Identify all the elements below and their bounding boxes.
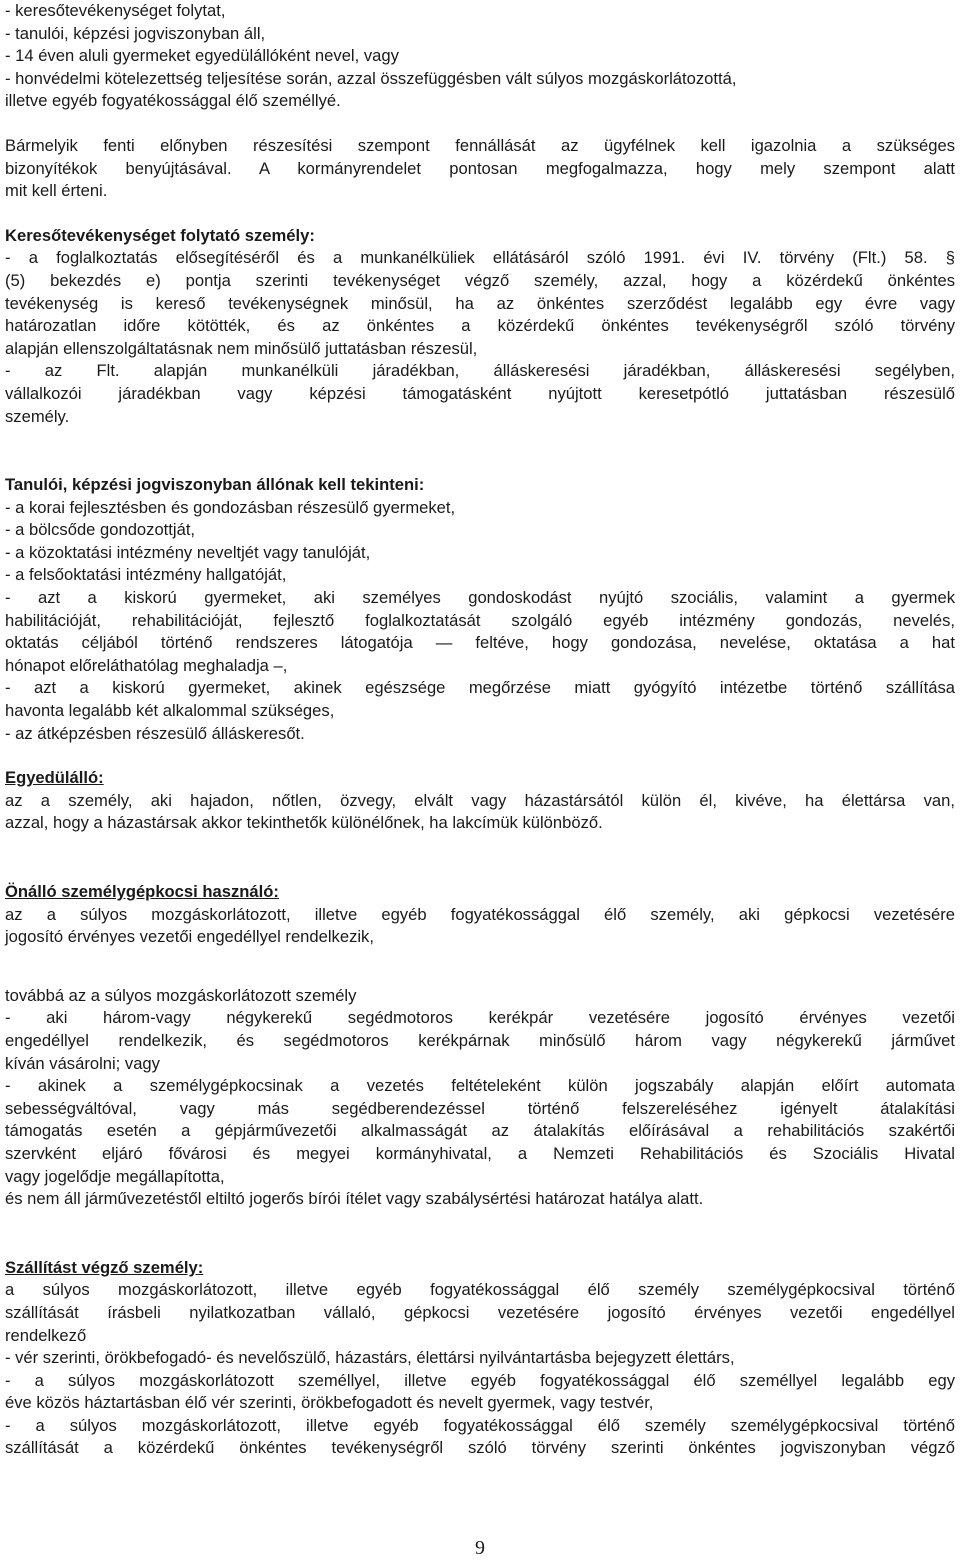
list-item: - keresőtevékenységet folytat, [5, 1, 226, 20]
transporter-section [5, 1257, 955, 1460]
section-heading: Tanulói, képzési jogviszonyban állónak kell tekinteni: [5, 475, 425, 495]
list-item: kíván vásárolni; vagy [5, 1053, 160, 1073]
list-item: - a korai fejlesztésben és gondozásban részesülő gyermeket, [5, 497, 456, 517]
list-item: - a közoktatási intézmény neveltjét vagy tanulóját, [5, 542, 371, 562]
document-page [5, 0, 955, 1460]
list-item: - a súlyos mozgáskorlátozott, illetve egyéb fogyatékossággal élő személy személygépkocsival történő [5, 1415, 955, 1435]
list-item: - azt a kiskorú gyermeket, akinek egészsége megőrzése miatt gyógyító intézetbe történő szállítása [5, 678, 955, 698]
paragraph-line: az a súlyos mozgáskorlátozott, illetve egyéb fogyatékossággal élő személy, aki gépkocsi vezetésére [5, 904, 955, 924]
list-item: - az átképzésben részesülő álláskeresőt. [5, 723, 305, 743]
list-item: - honvédelmi kötelezettség teljesítése során, azzal összefüggésben vált súlyos mozgáskorlátozottá, [5, 68, 737, 88]
list-item: habilitációját, rehabilitációját, fejlesztő foglalkoztatását szolgáló egyéb intézmény gondozás, nevelés, [5, 610, 955, 630]
paragraph-line: továbbá az a súlyos mozgáskorlátozott személy [5, 985, 357, 1005]
paragraph-line: bizonyítékok benyújtásával. A kormányrendelet pontosan megfogalmazza, hogy mely szempont alatt [5, 158, 955, 178]
list-item: havonta legalább két alkalommal szükséges, [5, 701, 335, 721]
list-item: - 14 éven aluli gyermeket egyedülállóként nevel, vagy [5, 46, 399, 66]
paragraph-line: azzal, hogy a házastársak akkor tekinthetők különélőnek, ha lakcímük különböző. [5, 813, 603, 833]
paragraph-line: mit kell érteni. [5, 181, 108, 201]
car-user-section [5, 881, 955, 1211]
list-item: hónapot előreláthatólag meghaladja –, [5, 655, 288, 675]
list-item: - azt a kiskorú gyermeket, aki személyes gondoskodást nyújtó szociális, valamint a gyermek [5, 588, 955, 608]
paragraph-line: rendelkező [5, 1325, 87, 1345]
list-item: engedéllyel rendelkezik, és segédmotoros kerékpárnak minősülő három vagy négykerekű járművet [5, 1030, 955, 1050]
paragraph-line: és nem áll járművezetéstől eltiltó jogerős bírói ítélet vagy szabálysértési határozat hatálya alatt. [5, 1189, 704, 1209]
list-item: oktatás céljából történő rendszeres látogatója — feltéve, hogy gondozása, nevelése, oktatása a hat [5, 633, 955, 653]
paragraph-line: tevékenység is kereső tevékenységnek minősül, ha az önkéntes szerződést legalább egy évre vagy [5, 293, 955, 313]
section-heading: Szállítást végző személy: [5, 1257, 204, 1277]
list-item: szállítását a közérdekű önkéntes tevékenységről szóló törvény szerinti önkéntes jogviszonyban végző [5, 1438, 955, 1458]
paragraph-line: (5) bekezdés e) pontja szerinti tevékenységet végző személy, azzal, hogy a közérdekű önkéntes [5, 270, 955, 290]
page-number: 9 [475, 1537, 485, 1559]
paragraph-line: személy. [5, 406, 70, 426]
list-item: - aki három-vagy négykerekű segédmotoros kerékpár vezetésére jogosító érvényes vezetői [5, 1008, 955, 1028]
paragraph-line: jogosító érvényes vezetői engedéllyel rendelkezik, [5, 927, 374, 947]
paragraph-line: szállítását írásbeli nyilatkozatban vállaló, gépkocsi vezetésére jogosító érvényes vezetői engedéllyel [5, 1302, 955, 1322]
paragraph-line: Bármelyik fenti előnyben részesítési szempont fennállását az ügyfélnek kell igazolnia a szükséges [5, 135, 955, 155]
single-section [5, 767, 955, 835]
list-item: - vér szerinti, örökbefogadó- és nevelőszülő, házastárs, élettársi nyilvántartásba bejegyzett élettárs, [5, 1348, 735, 1368]
section-heading: Egyedülálló: [5, 768, 104, 788]
list-item: sebességváltóval, vagy más segédberendezéssel történő felszereléséhez igényelt átalakítási [5, 1098, 955, 1118]
student-section [5, 474, 955, 745]
job-seeker-section [5, 225, 955, 428]
list-item: - akinek a személygépkocsinak a vezetés feltételeként külön jogszabály alapján előírt automata [5, 1076, 955, 1096]
preference-paragraph [5, 135, 955, 203]
list-item: illetve egyéb fogyatékossággal élő személlyé. [5, 91, 341, 111]
paragraph-line: határozatlan időre kötötték, és az önkéntes a közérdekű önkéntes tevékenységről szóló törvény [5, 316, 955, 336]
paragraph-line: a súlyos mozgáskorlátozott, illetve egyéb fogyatékossággal élő személy személygépkocsival történő [5, 1280, 955, 1300]
section-heading: Önálló személygépkocsi használó: [5, 882, 279, 901]
list-item: vagy jogelődje megállapította, [5, 1166, 225, 1186]
list-item: - a felsőoktatási intézmény hallgatóját, [5, 565, 287, 585]
paragraph-line: az a személy, aki hajadon, nőtlen, özvegy, elvált vagy házastársától külön él, kivéve, ha élettársa van, [5, 790, 955, 810]
section-heading: Keresőtevékenységet folytató személy: [5, 225, 315, 245]
paragraph-line: vállalkozói járadékban vagy képzési támogatásként nyújtott keresetpótló juttatásban részesülő [5, 383, 955, 403]
list-item: támogatás esetén a gépjárművezetői alkalmasságát az átalakítás előírásával a rehabilitációs szakértői [5, 1121, 955, 1141]
paragraph-line: - a foglalkoztatás elősegítéséről és a munkanélküliek ellátásáról szóló 1991. évi IV. törvény (Flt.) 58. § [5, 248, 955, 268]
list-item: éve közös háztartásban élő vér szerinti, örökbefogadott és nevelt gyermek, vagy testvér, [5, 1393, 654, 1413]
paragraph-line: - az Flt. alapján munkanélküli járadékban, álláskeresési járadékban, álláskeresési segélyben, [5, 361, 955, 381]
paragraph-line: alapján ellenszolgáltatásnak nem minősülő juttatásban részesül, [5, 338, 478, 358]
list-item: szervként eljáró fővárosi és megyei kormányhivatal, a Nemzeti Rehabilitációs és Szociális Hivatal [5, 1143, 955, 1163]
list-item: - a súlyos mozgáskorlátozott személlyel, illetve egyéb fogyatékossággal élő személlyel legalább egy [5, 1370, 955, 1390]
list-item: - a bölcsőde gondozottját, [5, 520, 196, 540]
intro-bullet-list [5, 0, 955, 113]
list-item: - tanulói, képzési jogviszonyban áll, [5, 23, 266, 43]
